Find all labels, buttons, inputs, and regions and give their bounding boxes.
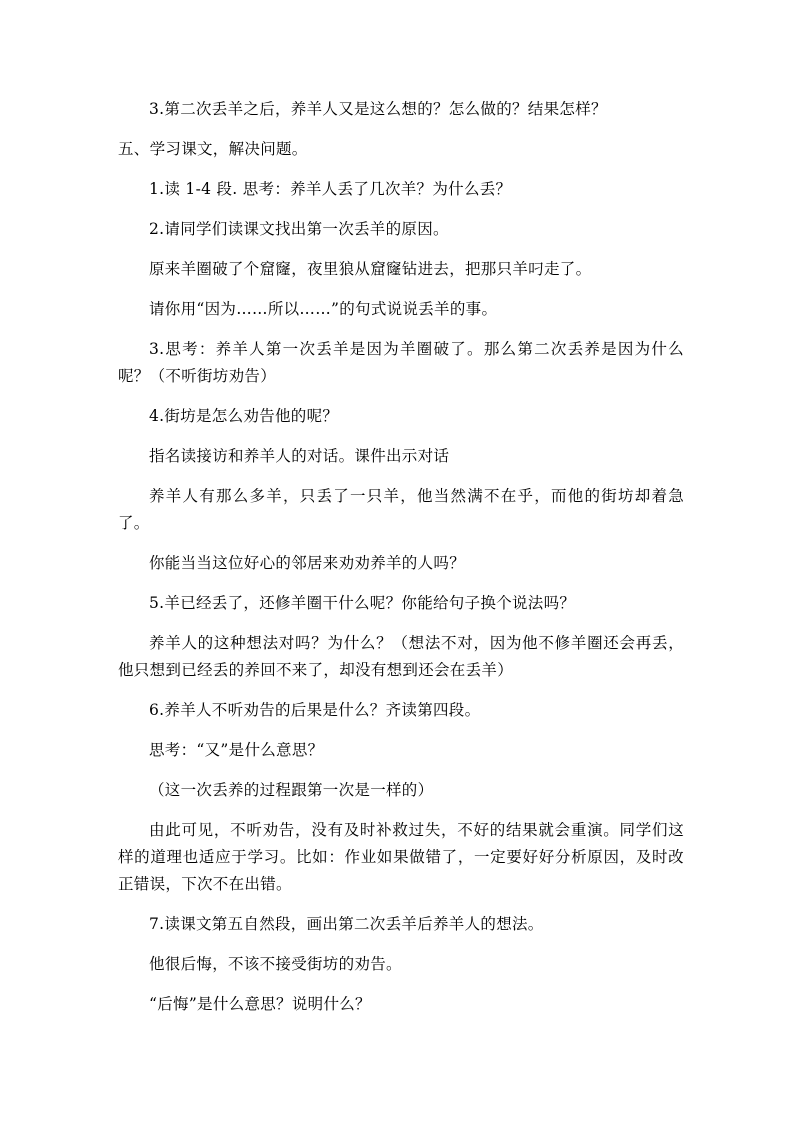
step-3-think: 3.思考：养羊人第一次丢羊是因为羊圈破了。那么第二次丢养是因为什么呢？（不听街坊劝告）: [118, 340, 684, 385]
second-loss-note: （这一次丢养的过程跟第一次是一样的）: [149, 781, 434, 799]
meaning-of-you: 思考：“又”是什么意思？: [149, 741, 324, 759]
regret-question: “后悔”是什么意思？说明什么？: [149, 995, 371, 1013]
step-1-read-paragraphs: 1.读 1-4 段. 思考：养羊人丢了几次羊？为什么丢？: [149, 180, 512, 198]
step-4-neighbor-advice: 4.街坊是怎么劝告他的呢？: [149, 407, 339, 425]
section-heading-5: 五、学习课文，解决问题。: [118, 140, 308, 158]
step-5-rephrase: 5.羊已经丢了，还修羊圈干什么呢？你能给句子换个说法吗？: [149, 594, 576, 612]
step-7-read-fifth: 7.读课文第五自然段，画出第二次丢羊后养羊人的想法。: [149, 915, 544, 933]
shepherd-attitude: 养羊人有那么多羊，只丢了一只羊，他当然满不在乎，而他的街坊却着急了。: [118, 487, 684, 532]
dialogue-reading: 指名读接访和养羊人的对话。课件出示对话: [149, 447, 450, 465]
step-2-find-reason: 2.请同学们读课文找出第一次丢羊的原因。: [149, 220, 449, 238]
reason-text: 原来羊圈破了个窟窿，夜里狼从窟窿钻进去，把那只羊叼走了。: [149, 260, 592, 278]
document-body: [118, 96, 684, 1031]
sentence-pattern-task: 请你用“因为……所以……”的句式说说丢羊的事。: [149, 300, 498, 318]
question-3-second-loss: 3.第二次丢羊之后，养羊人又是这么想的？怎么做的？结果怎样？: [149, 100, 607, 118]
regret-text: 他很后悔，不该不接受街坊的劝告。: [149, 955, 402, 973]
step-6-consequence: 6.养羊人不听劝告的后果是什么？齐读第四段。: [149, 701, 481, 719]
idea-evaluation: 养羊人的这种想法对吗？为什么？（想法不对，因为他不修羊圈还会再丢，他只想到已经丢的养回不来了，却没有想到还会在丢羊）: [118, 634, 684, 679]
lesson-summary: 由此可见，不听劝告，没有及时补救过失，不好的结果就会重演。同学们这样的道理也适应于学习。比如：作业如果做错了，一定要好好分析原因，及时改正错误，下次不在出错。: [118, 821, 684, 893]
role-play-prompt: 你能当当这位好心的邻居来劝劝养羊的人吗？: [149, 554, 466, 572]
